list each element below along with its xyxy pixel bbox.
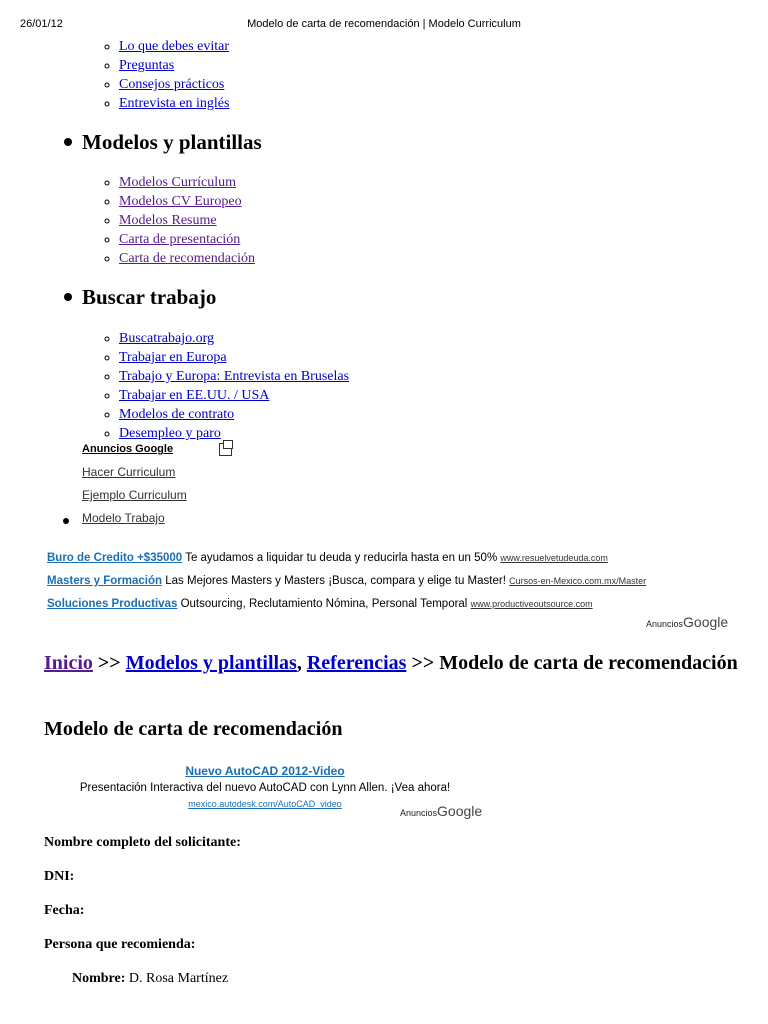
- name-value: D. Rosa Martínez: [128, 971, 229, 986]
- list-item: [119, 173, 255, 192]
- breadcrumb-home-link[interactable]: Inicio: [44, 652, 93, 674]
- nav-link[interactable]: Trabajo y Europa: Entrevista en Bruselas: [119, 369, 350, 384]
- recommender-label: Persona que recomienda:: [44, 937, 196, 952]
- list-item: [119, 424, 349, 443]
- date-label: Fecha:: [44, 903, 85, 918]
- nav-sub-list-models: [119, 173, 255, 268]
- nav-sub-list-top: [119, 37, 229, 113]
- google-logo: Google: [683, 614, 729, 630]
- text-ad-title[interactable]: Soluciones Productivas: [47, 598, 178, 610]
- name-label: Nombre:: [72, 971, 126, 986]
- section-title-text: Buscar trabajo: [82, 285, 217, 309]
- google-logo: Google: [437, 803, 483, 819]
- list-item: [119, 230, 255, 249]
- bullet-icon: [64, 293, 72, 301]
- list-item: [119, 386, 349, 405]
- list-item: [119, 75, 229, 94]
- nav-section-title: [64, 130, 262, 155]
- list-item: [119, 56, 229, 75]
- ads-by-label: Anuncios: [646, 619, 684, 629]
- nav-link[interactable]: Modelos CV Europeo: [119, 194, 242, 209]
- breadcrumb: [44, 650, 744, 676]
- nav-link[interactable]: Trabajar en Europa: [119, 350, 227, 365]
- center-ad-url[interactable]: mexico.autodesk.com/AutoCAD_video: [188, 799, 342, 809]
- list-item: [119, 211, 255, 230]
- ads-by-google[interactable]: [400, 803, 482, 819]
- ads-by-google[interactable]: [646, 614, 728, 630]
- nav-link[interactable]: Trabajar en EE.UU. / USA: [119, 388, 270, 403]
- text-ad-title[interactable]: Masters y Formación: [47, 575, 163, 587]
- text-ad-url[interactable]: www.productiveoutsource.com: [470, 599, 593, 609]
- text-ad: [47, 552, 608, 564]
- nav-link[interactable]: Carta de presentación: [119, 232, 241, 247]
- text-ad-desc: Te ayudamos a liquidar tu deuda y reducirla hasta en un 50%: [185, 552, 498, 564]
- breadcrumb-category-link[interactable]: Modelos y plantillas: [125, 652, 297, 674]
- center-ad-desc: Presentación Interactiva del nuevo AutoCAD con Lynn Allen. ¡Vea ahora!: [79, 782, 451, 794]
- bullet-icon: [63, 518, 69, 524]
- print-title: Modelo de carta de recomendación | Modelo Curriculum: [247, 18, 521, 30]
- text-ad-url[interactable]: www.resuelvetudeuda.com: [500, 553, 608, 563]
- list-item: [119, 249, 255, 268]
- text-ad: [47, 598, 593, 610]
- bullet-icon: [64, 138, 72, 146]
- nav-link[interactable]: Buscatrabajo.org: [119, 331, 214, 346]
- print-header: [0, 14, 768, 34]
- nav-link[interactable]: Lo que debes evitar: [119, 39, 230, 54]
- breadcrumb-separator: >>: [97, 652, 121, 674]
- list-item: [119, 94, 229, 113]
- list-item: [119, 348, 349, 367]
- text-ad-desc: Las Mejores Masters y Masters ¡Busca, compara y elige tu Master!: [165, 575, 506, 587]
- external-link-icon[interactable]: [219, 443, 232, 456]
- text-ad-desc: Outsourcing, Reclutamiento Nómina, Personal Temporal: [180, 598, 468, 610]
- applicant-label: Nombre completo del solicitante:: [44, 835, 241, 850]
- text-ad-title[interactable]: Buro de Credito +$35000: [47, 552, 183, 564]
- nav-sub-list-jobs: [119, 329, 349, 443]
- nav-link[interactable]: Consejos prácticos: [119, 77, 225, 92]
- breadcrumb-current: Modelo de carta de recomendación: [439, 652, 738, 674]
- nav-link[interactable]: Modelos Resume: [119, 213, 217, 228]
- nav-link[interactable]: Modelos Currículum: [119, 175, 237, 190]
- ad-link[interactable]: Hacer Curriculum: [82, 465, 176, 479]
- ad-link[interactable]: Modelo Trabajo: [82, 511, 165, 525]
- nav-link[interactable]: Carta de recomendación: [119, 251, 256, 266]
- recommender-name: [72, 971, 228, 987]
- ads-title[interactable]: Anuncios Google: [82, 443, 174, 455]
- text-ad-url[interactable]: Cursos-en-Mexico.com.mx/Master: [509, 576, 647, 586]
- nav-link[interactable]: Preguntas: [119, 58, 175, 73]
- section-title-text: Modelos y plantillas: [82, 130, 262, 154]
- dni-label: DNI:: [44, 869, 75, 884]
- list-item: [119, 405, 349, 424]
- nav-link[interactable]: Entrevista en inglés: [119, 96, 230, 111]
- page-title: Modelo de carta de recomendación: [44, 718, 343, 740]
- nav-link[interactable]: Desempleo y paro: [119, 426, 221, 441]
- print-date: 26/01/12: [20, 18, 63, 30]
- ads-by-label: Anuncios: [400, 808, 438, 818]
- list-item: [119, 37, 229, 56]
- ad-link[interactable]: Ejemplo Curriculum: [82, 488, 187, 502]
- nav-section-title: [64, 285, 216, 310]
- list-item: [119, 329, 349, 348]
- center-ad-title[interactable]: Nuevo AutoCAD 2012-Video: [185, 764, 345, 778]
- breadcrumb-comma: ,: [296, 652, 302, 674]
- text-ad: [47, 575, 646, 587]
- breadcrumb-category-link[interactable]: Referencias: [306, 652, 407, 674]
- list-item: [119, 192, 255, 211]
- list-item: [119, 367, 349, 386]
- nav-link[interactable]: Modelos de contrato: [119, 407, 235, 422]
- breadcrumb-separator: >>: [411, 652, 435, 674]
